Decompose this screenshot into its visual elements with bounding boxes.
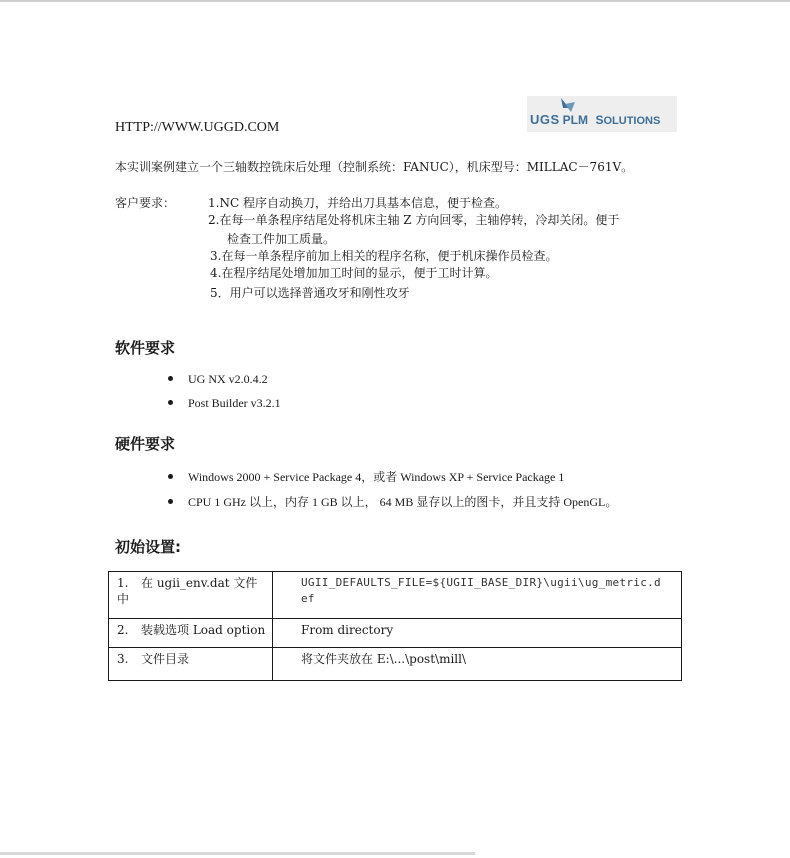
requirement-item: 5．用户可以选择普通攻牙和刚性攻牙 (210, 286, 410, 300)
intro-paragraph: 本实训案例建立一个三轴数控铣床后处理（控制系统：FANUC），机床型号：MILLAC－761V。 (115, 160, 634, 174)
setup-value: 将文件夹放在 E:\...\post\mill\ (301, 652, 467, 666)
logo-solutions-text: OLUTIONS (603, 115, 661, 127)
table-row (109, 648, 682, 681)
bullet-icon (168, 400, 173, 405)
hardware-item: Windows 2000 + Service Package 4，或者 Windows XP + Service Package 1 (188, 470, 565, 484)
setup-table (108, 571, 682, 681)
bullet-icon (168, 499, 173, 504)
logo-solutions-first-letter: S (595, 113, 604, 127)
software-item: UG NX v2.0.4.2 (188, 372, 268, 386)
logo-plm-text: PLM (562, 113, 589, 127)
setup-label: 文件目录 (141, 652, 190, 666)
bullet-icon (168, 474, 173, 479)
requirement-item: 4.在程序结尾处增加加工时间的显示，便于工时计算。 (210, 266, 498, 280)
row-number: 2. (117, 623, 129, 637)
table-row (109, 619, 682, 648)
software-item: Post Builder v3.2.1 (188, 396, 281, 410)
setup-value: UGII_DEFAULTS_FILE=${UGII_BASE_DIR}\ugii\ug_metric.def (301, 576, 661, 605)
page-top-border (0, 0, 790, 2)
setup-value-cell (273, 648, 682, 681)
setup-label-cell (109, 572, 273, 619)
setup-value-cell (273, 619, 682, 648)
setup-value-cell (273, 572, 682, 619)
setup-label: 在 ugii_env.dat 文件中 (117, 576, 258, 606)
requirement-item: 3.在每一单条程序前加上相关的程序名称，便于机床操作员检查。 (210, 249, 558, 263)
ugs-plm-logo (527, 96, 677, 132)
requirements-label: 客户要求： (115, 196, 176, 210)
requirement-item: 2.在每一单条程序结尾处将机床主轴 Z 方向回零，主轴停转，冷却关闭。便于 (208, 213, 620, 227)
hardware-item: CPU 1 GHz 以上，内存 1 GB 以上， 64 MB 显存以上的图卡，并且支持 OpenGL。 (188, 495, 618, 509)
requirement-item: 1.NC 程序自动换刀，并给出刀具基本信息，便于检查。 (208, 196, 507, 210)
row-number: 1. (117, 576, 129, 590)
bullet-icon (168, 376, 173, 381)
row-number: 3. (117, 652, 129, 666)
setup-value: From directory (301, 623, 394, 637)
requirement-item-continuation: 检查工件加工质量。 (227, 232, 336, 246)
setup-label-cell (109, 619, 273, 648)
table-row (109, 572, 682, 619)
logo-wordmark (530, 111, 660, 129)
page-bottom-border (0, 852, 475, 855)
website-url: HTTP://WWW.UGGD.COM (115, 120, 280, 135)
setup-label-cell (109, 648, 273, 681)
initial-setup-heading: 初始设置: (115, 538, 181, 556)
logo-ugs-text: UGS (530, 112, 560, 127)
software-heading: 软件要求 (115, 339, 176, 357)
hardware-heading: 硬件要求 (115, 435, 176, 453)
setup-label: 装载选项 Load option (141, 623, 266, 637)
